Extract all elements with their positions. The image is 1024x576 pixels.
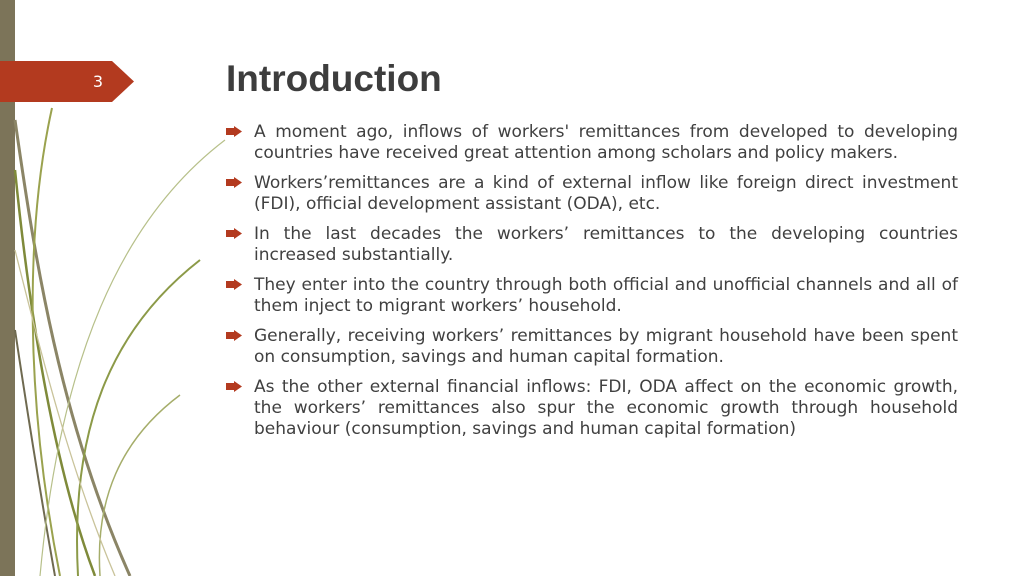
arrow-bullet-icon [226, 177, 242, 188]
arrow-bullet-icon [226, 330, 242, 341]
leaf-stroke [99, 395, 180, 576]
arrow-bullet-icon [226, 381, 242, 392]
arrow-bullet-icon [226, 228, 242, 239]
page-number-tab [0, 61, 134, 102]
bullet-text: In the last decades the workers’ remittances to the developing countries increased substantially. [254, 224, 958, 265]
bullet-text: A moment ago, inflows of workers' remittances from developed to developing countries have received great attention among scholars and policy makers. [254, 122, 958, 163]
list-item [226, 122, 958, 164]
list-item [226, 173, 958, 215]
list-item [226, 275, 958, 317]
arrow-bullet-icon [226, 126, 242, 137]
page-number: 3 [92, 72, 104, 91]
leaf-stroke [15, 170, 95, 576]
bullet-text: As the other external financial inflows: FDI, ODA affect on the economic growth, the workers’ remittances also spur the economic growth through household behaviour (consumption, savings and human capital formation) [254, 377, 958, 439]
list-item [226, 224, 958, 266]
list-item [226, 377, 958, 440]
leaf-stroke [77, 260, 200, 576]
arrow-bullet-icon [226, 279, 242, 290]
bullet-text: Workers’remittances are a kind of external inflow like foreign direct investment (FDI), official development assistant (ODA), etc. [254, 173, 958, 214]
bullet-list [226, 122, 958, 449]
list-item [226, 326, 958, 368]
bullet-text: Generally, receiving workers’ remittances by migrant household have been spent on consumption, savings and human capital formation. [254, 326, 958, 367]
slide-title: Introduction [226, 58, 442, 99]
leaf-stroke [40, 140, 225, 576]
bullet-text: They enter into the country through both official and unofficial channels and all of them inject to migrant workers’ household. [254, 275, 958, 316]
